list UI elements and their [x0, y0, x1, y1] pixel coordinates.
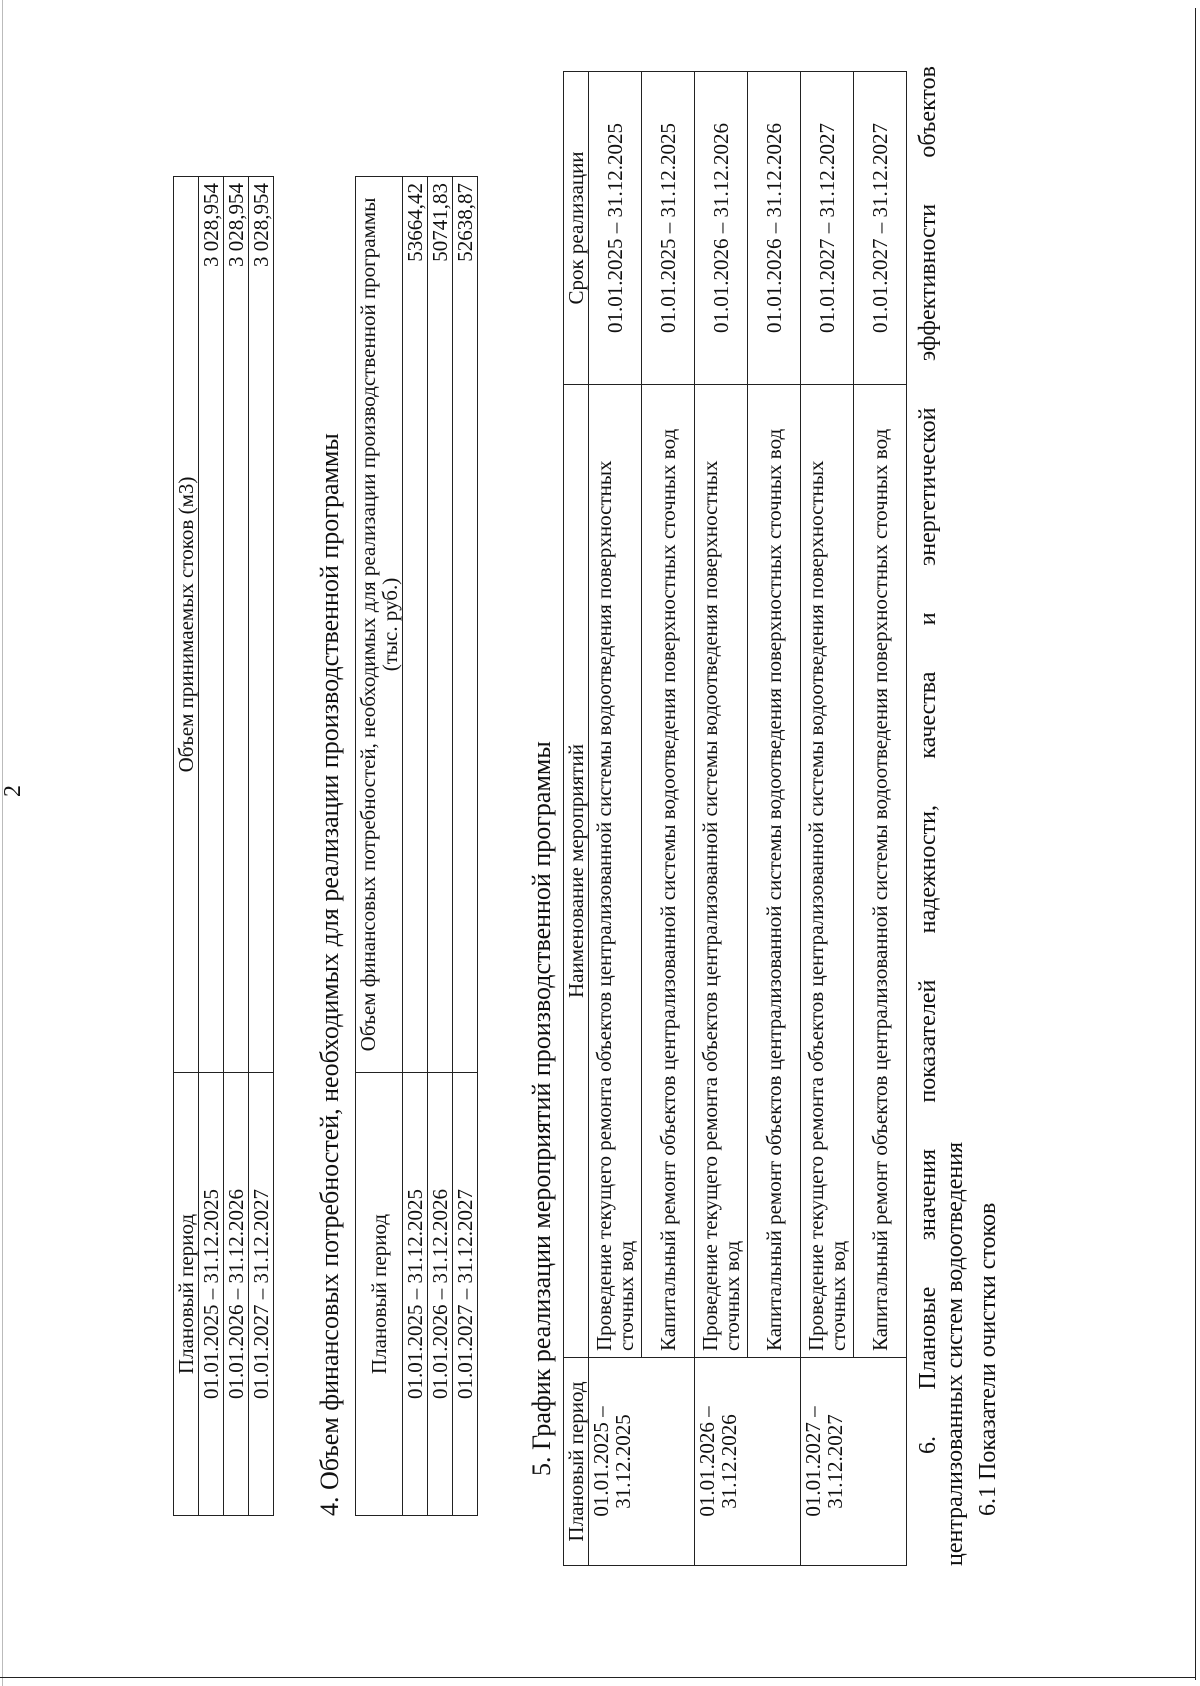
- cell-deadline: 01.01.2026 – 31.12.2026: [695, 72, 748, 385]
- cell-activity: Проведение текущего ремонта объектов централизованной системы водоотведения поверхностных сточных вод: [695, 385, 748, 1358]
- cell-amount: 53664,42: [403, 177, 428, 1073]
- section-6-heading: [915, 66, 969, 1566]
- cell-activity: Капитальный ремонт объектов централизованной системы водоотведения поверхностных сточных вод: [854, 385, 907, 1358]
- section-6-heading-line1: [915, 66, 942, 1566]
- heading-word: эффективности: [915, 203, 941, 362]
- cell-deadline: 01.01.2027 – 31.12.2027: [854, 72, 907, 385]
- section-4-heading: 4. Объем финансовых потребностей, необходимых для реализации производственной программы: [315, 433, 344, 1516]
- subsection-6-1-heading: 6.1 Показатели очистки стоков: [975, 1202, 1001, 1516]
- cell-period: 01.01.2026 – 31.12.2026: [428, 1073, 453, 1516]
- table-header-row: [564, 72, 589, 1566]
- cell-activity: Капитальный ремонт объектов централизованной системы водоотведения поверхностных сточных вод: [748, 385, 801, 1358]
- table-row: [642, 72, 695, 1566]
- heading-word: объектов: [915, 66, 941, 158]
- table-row: [748, 72, 801, 1566]
- section-5-heading: 5. График реализации мероприятий производственной программы: [527, 741, 556, 1476]
- cell-amount: 50741,83: [428, 177, 453, 1073]
- cell-volume: 3 028,954: [199, 177, 224, 1073]
- heading-word: 6.: [915, 1436, 941, 1454]
- table-row: [199, 177, 224, 1516]
- table-row: [854, 72, 907, 1566]
- cell-period: 01.01.2025 – 31.12.2025: [199, 1073, 224, 1516]
- column-header-activities: Наименование мероприятий: [564, 385, 589, 1358]
- table-row: [589, 72, 642, 1566]
- table-financial-needs: [355, 176, 478, 1516]
- page-number: 2: [0, 785, 26, 797]
- heading-word: надежности,: [915, 805, 941, 934]
- heading-word: значения: [915, 1148, 941, 1241]
- cell-amount: 52638,87: [453, 177, 478, 1073]
- table-row: [428, 177, 453, 1516]
- cell-deadline: 01.01.2026 – 31.12.2026: [748, 72, 801, 385]
- table-header-row: [174, 177, 199, 1516]
- column-header-period: Плановый период: [356, 1073, 403, 1516]
- cell-deadline: 01.01.2027 – 31.12.2027: [801, 72, 854, 385]
- table-row: [403, 177, 428, 1516]
- cell-period: 01.01.2027 – 31.12.2027: [249, 1073, 274, 1516]
- cell-period-group: 01.01.2027 – 31.12.2027: [801, 1358, 907, 1566]
- cell-period: 01.01.2026 – 31.12.2026: [224, 1073, 249, 1516]
- table-wastewater-volume: [173, 176, 274, 1516]
- column-header-volume: Объем принимаемых стоков (м3): [174, 177, 199, 1073]
- column-header-period: Плановый период: [174, 1073, 199, 1516]
- cell-activity: Проведение текущего ремонта объектов централизованной системы водоотведения поверхностных сточных вод: [801, 385, 854, 1358]
- column-header-financial-volume: Объем финансовых потребностей, необходимых для реализации производственной программы (тыс. руб.): [356, 177, 403, 1073]
- table-row: [695, 72, 748, 1566]
- table-schedule: [563, 71, 907, 1566]
- cell-deadline: 01.01.2025 – 31.12.2025: [642, 72, 695, 385]
- table-header-row: [356, 177, 403, 1516]
- table-row: [453, 177, 478, 1516]
- cell-activity: Проведение текущего ремонта объектов централизованной системы водоотведения поверхностных сточных вод: [589, 385, 642, 1358]
- heading-word: энергетической: [915, 407, 941, 567]
- cell-period-group: 01.01.2026 – 31.12.2026: [695, 1358, 801, 1566]
- cell-activity: Капитальный ремонт объектов централизованной системы водоотведения поверхностных сточных вод: [642, 385, 695, 1358]
- heading-word: Плановые: [915, 1286, 941, 1390]
- cell-period-group: 01.01.2025 – 31.12.2025: [589, 1358, 695, 1566]
- table-row: [224, 177, 249, 1516]
- cell-period: 01.01.2025 – 31.12.2025: [403, 1073, 428, 1516]
- column-header-period: Плановый период: [564, 1358, 589, 1566]
- heading-word: показателей: [915, 979, 941, 1103]
- section-6-heading-line2: централизованных систем водоотведения: [942, 1141, 968, 1566]
- table-row: [249, 177, 274, 1516]
- cell-volume: 3 028,954: [224, 177, 249, 1073]
- cell-period: 01.01.2027 – 31.12.2027: [453, 1073, 478, 1516]
- heading-word: и: [915, 612, 941, 626]
- cell-volume: 3 028,954: [249, 177, 274, 1073]
- cell-deadline: 01.01.2025 – 31.12.2025: [589, 72, 642, 385]
- heading-word: качества: [915, 671, 941, 759]
- column-header-deadline: Срок реализации: [564, 72, 589, 385]
- table-row: [801, 72, 854, 1566]
